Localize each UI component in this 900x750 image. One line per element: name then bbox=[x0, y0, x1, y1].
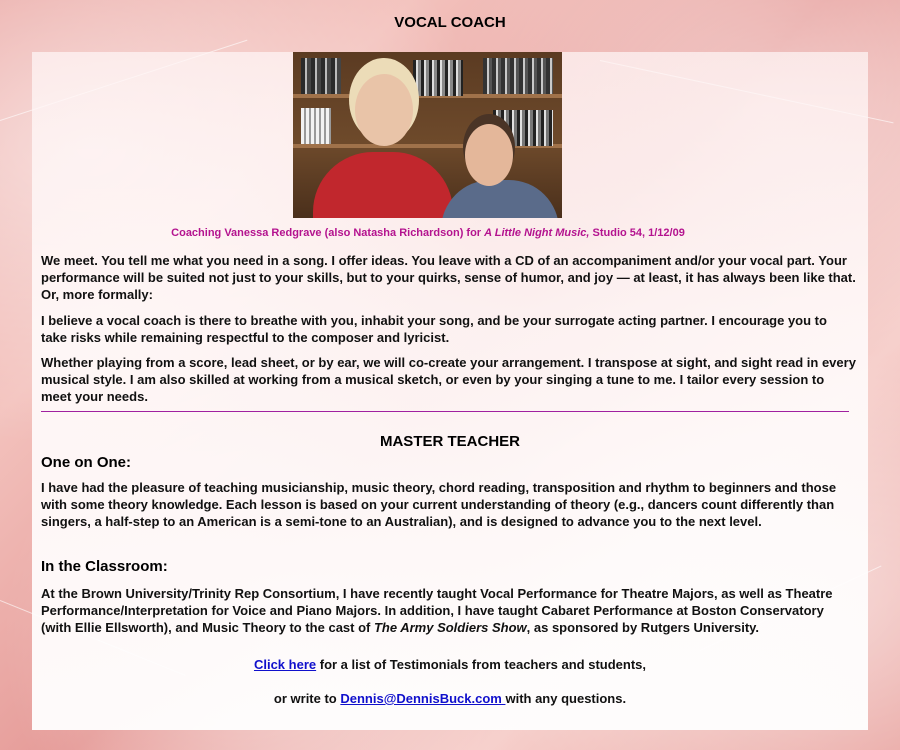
classroom-heading: In the Classroom: bbox=[41, 558, 168, 575]
man-figure bbox=[441, 180, 559, 218]
classroom-show-title: The Army Soldiers Show bbox=[373, 620, 527, 635]
classroom-text: At the Brown University/Trinity Rep Consortium, I have recently taught Vocal Performance for Theatre Majors, as well as Theatre Performance/Interpretation for Voice and Piano Majors. In addition, I have taught Cabaret Performance at Boston Conservatory (with Ellie Ellsworth), and Music Theory to the cast of bbox=[41, 586, 833, 635]
books bbox=[413, 60, 463, 96]
classroom-text-end: , as sponsored by Rutgers University. bbox=[526, 620, 760, 635]
contact-line bbox=[0, 691, 900, 706]
contact-suffix: with any questions. bbox=[505, 691, 627, 706]
one-on-one-paragraph: I have had the pleasure of teaching musicianship, music theory, chord reading, transposition and rhythm to beginners and those with some theory knowledge. Each lesson is based on your current understanding of theory (e.g., dancers count differently than singers, a half-step to an American is a semi-tone to an Australian), and is designed to advance you to the next level. bbox=[41, 480, 837, 529]
books bbox=[483, 58, 553, 94]
books bbox=[301, 108, 331, 144]
testimonials-line bbox=[0, 657, 900, 672]
caption-prefix: Coaching Vanessa Redgrave (also Natasha Richardson) for bbox=[171, 227, 485, 239]
man-head bbox=[465, 124, 513, 186]
books bbox=[301, 58, 341, 94]
contact-prefix: or write to bbox=[273, 691, 341, 706]
vocal-paragraph-2: I believe a vocal coach is there to breathe with you, inhabit your song, and be your surrogate acting partner. I encourage you to take risks while remaining respectful to the composer and lyricist. bbox=[41, 313, 827, 345]
vocal-paragraph-3: Whether playing from a score, lead sheet, or by ear, we will co-create your arrangement. I transpose at sight, and sight read in every musical style. I am also skilled at working from a musical sketch, or even by your singing a tune to me. I tailor every session to meet your needs. bbox=[41, 355, 856, 404]
woman-figure bbox=[313, 152, 453, 218]
one-on-one-heading: One on One: bbox=[41, 454, 131, 471]
master-teacher-title: MASTER TEACHER bbox=[379, 433, 520, 450]
testimonials-link[interactable]: Click here bbox=[253, 657, 317, 672]
vocal-paragraph-1: We meet. You tell me what you need in a song. I offer ideas. You leave with a CD of an accompaniment and/or your vocal part. Your performance will be suited not just to your skills, but to your quirks, sense of humor, and joy — at least, it has always been like that. Or, more formally: bbox=[41, 253, 856, 302]
photo-caption bbox=[0, 227, 856, 239]
caption-title: A Little Night Music, bbox=[484, 227, 590, 239]
coaching-photo bbox=[293, 52, 562, 218]
divider bbox=[41, 411, 849, 412]
classroom-paragraph bbox=[41, 585, 856, 636]
email-link[interactable]: Dennis@DennisBuck.com bbox=[340, 691, 506, 706]
page-title: VOCAL COACH bbox=[394, 14, 506, 31]
caption-suffix: Studio 54, 1/12/09 bbox=[589, 227, 685, 239]
woman-head bbox=[355, 74, 413, 146]
testimonials-text: for a list of Testimonials from teachers and students, bbox=[316, 657, 647, 672]
